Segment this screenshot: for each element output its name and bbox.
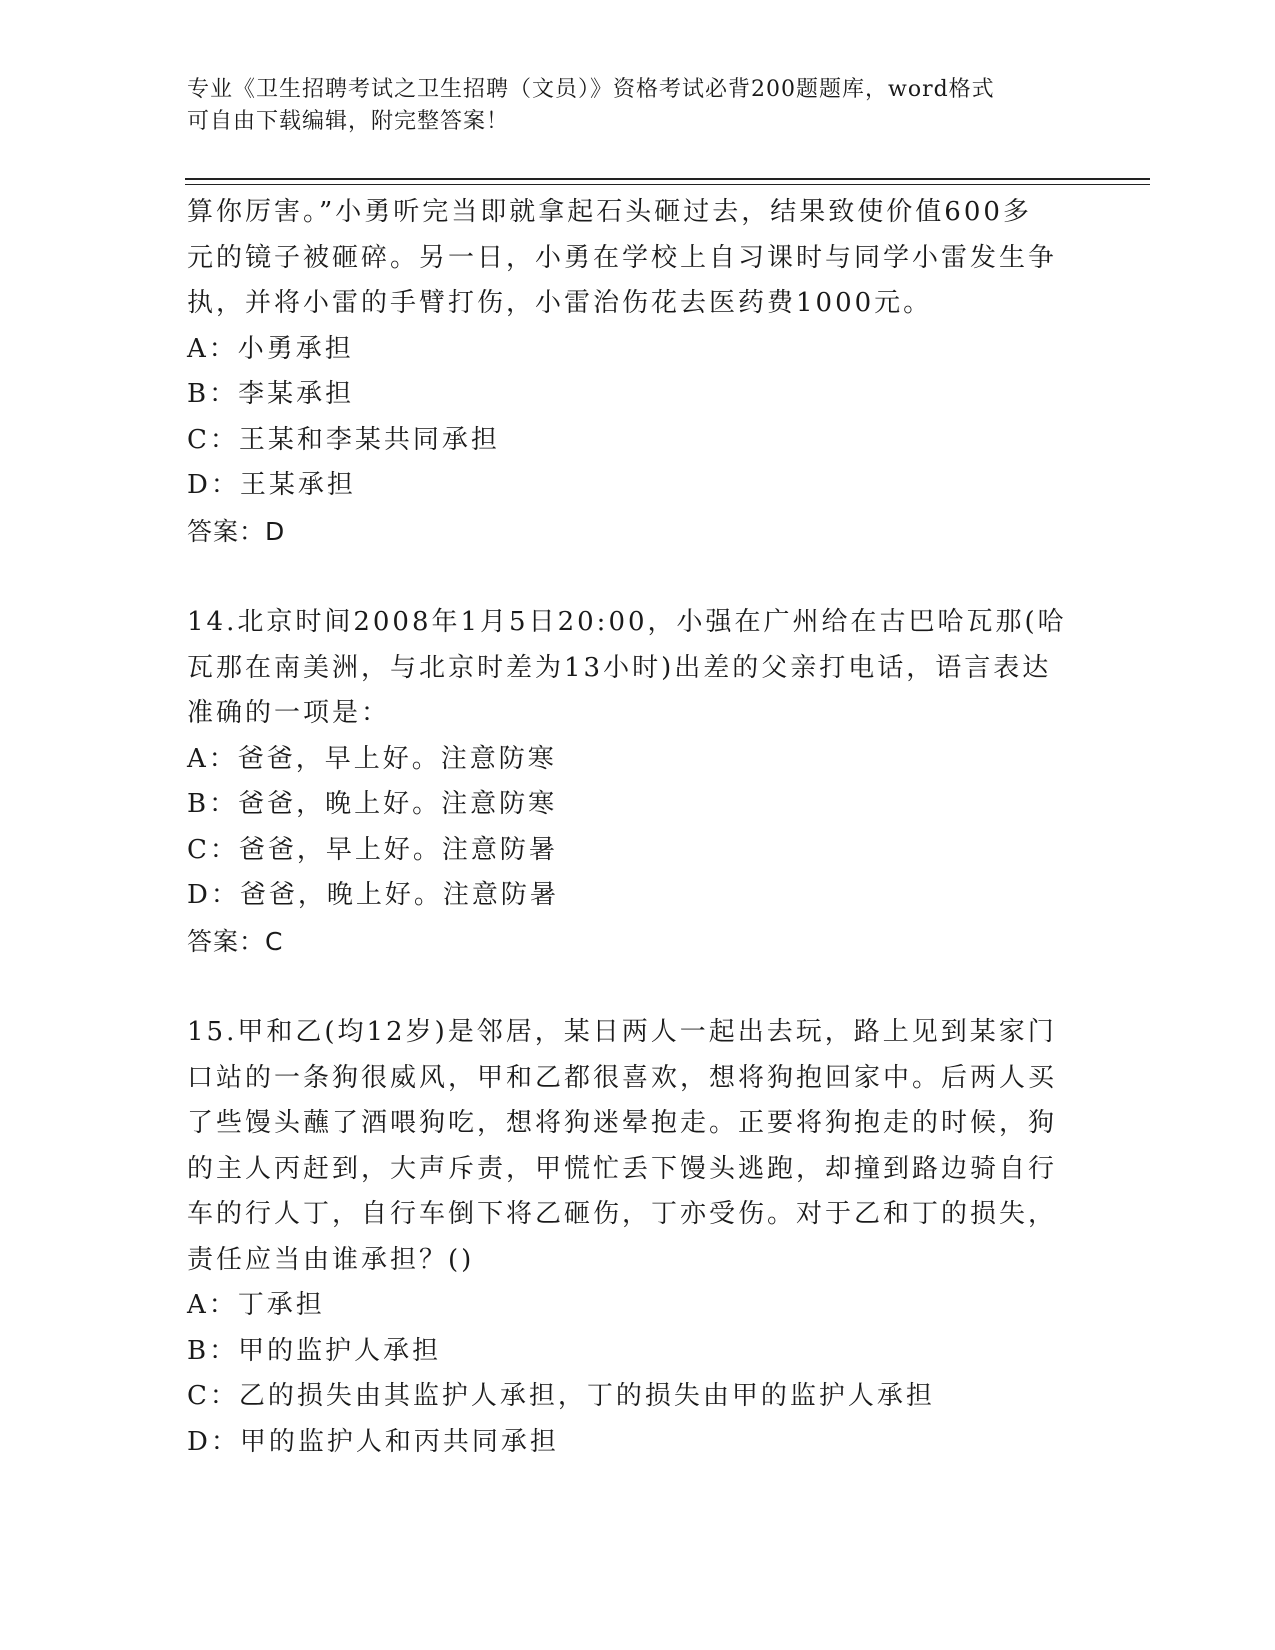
option-c: C：乙的损失由其监护人承担，丁的损失由甲的监护人承担 [187, 1381, 935, 1411]
question-text-line: 14.北京时间2008年1月5日20:00，小强在广州给在古巴哈瓦那(哈 [187, 607, 1067, 637]
question-13-continued [187, 190, 1067, 554]
answer-line: 答案：D [187, 516, 286, 546]
question-text-line: 算你厉害。”小勇听完当即就拿起石头砸过去，结果致使价值600多 [187, 197, 1032, 227]
option-a: A：丁承担 [187, 1290, 325, 1320]
option-b: B：李某承担 [187, 379, 355, 409]
option-b: B：甲的监护人承担 [187, 1335, 442, 1366]
answer-line: 答案：C [187, 926, 284, 956]
option-c: C：王某和李某共同承担 [187, 424, 500, 455]
option-c: C：爸爸，早上好。注意防暑 [187, 834, 558, 865]
option-b: B：爸爸，晚上好。注意防寒 [187, 789, 558, 819]
question-text-line: 15.甲和乙(均12岁)是邻居，某日两人一起出去玩，路上见到某家门 [187, 1017, 1057, 1047]
page-header [187, 74, 1067, 138]
header-line-1: 专业《卫生招聘考试之卫生招聘（文员）》资格考试必背200题题库，word格式 [187, 77, 995, 102]
header-line-2: 可自由下载编辑，附完整答案！ [187, 109, 510, 134]
question-14 [187, 600, 1067, 964]
question-text-line: 了些馒头蘸了酒喂狗吃，想将狗迷晕抱走。正要将狗抱走的时候，狗 [187, 1108, 1058, 1138]
header-divider-thick [185, 178, 1150, 180]
question-text-line: 执，并将小雷的手臂打伤，小雷治伤花去医药费1000元。 [187, 288, 933, 318]
option-d: D：王某承担 [187, 470, 356, 500]
question-text-line: 口站的一条狗很威风，甲和乙都很喜欢，想将狗抱回家中。后两人买 [187, 1062, 1058, 1093]
option-d: D：爸爸，晚上好。注意防暑 [187, 880, 559, 910]
question-15 [187, 1010, 1067, 1465]
header-divider-thin [185, 184, 1150, 185]
question-text-line: 元的镜子被砸碎。另一日，小勇在学校上自习课时与同学小雷发生争 [187, 242, 1058, 273]
question-text-line: 责任应当由谁承担？() [187, 1244, 475, 1275]
question-text-line: 的主人丙赶到，大声斥责，甲慌忙丢下馒头逃跑，却撞到路边骑自行 [187, 1153, 1058, 1184]
question-text-line: 车的行人丁，自行车倒下将乙砸伤，丁亦受伤。对于乙和丁的损失， [187, 1199, 1058, 1229]
question-text-line: 瓦那在南美洲，与北京时差为13小时)出差的父亲打电话，语言表达 [187, 652, 1052, 683]
document-body [187, 190, 1067, 1465]
option-a: A：小勇承担 [187, 333, 354, 364]
option-d: D：甲的监护人和丙共同承担 [187, 1426, 559, 1457]
question-text-line: 准确的一项是： [187, 698, 391, 728]
option-a: A：爸爸，早上好。注意防寒 [187, 743, 557, 774]
